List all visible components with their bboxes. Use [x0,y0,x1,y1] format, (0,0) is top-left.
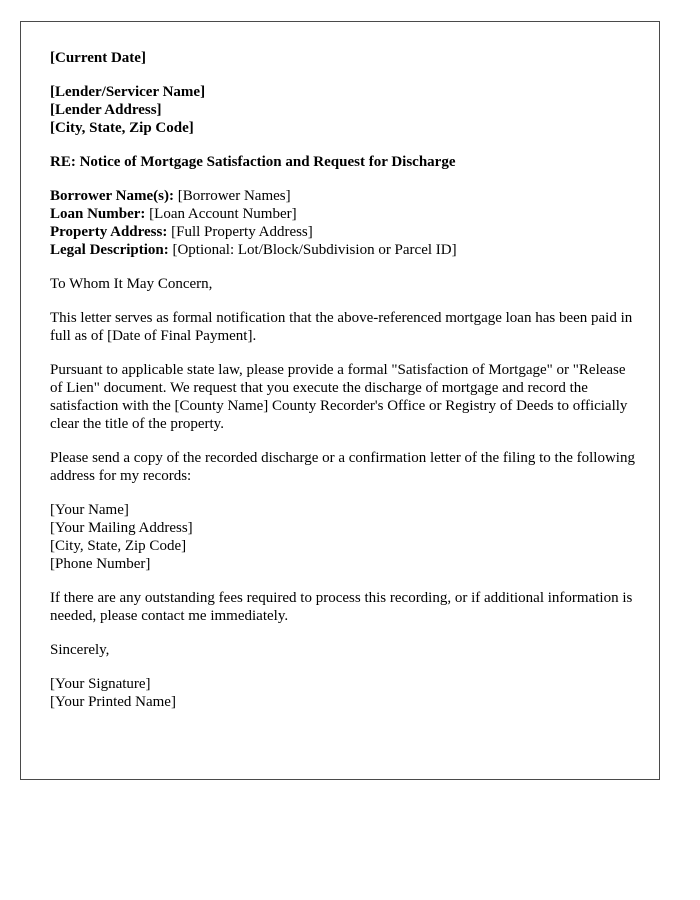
detail-borrower-names [50,187,640,205]
recipient-block [50,83,640,137]
date-block [50,49,640,67]
detail-value: [Optional: Lot/Block/Subdivision or Parcel ID] [172,242,457,258]
subject-line: RE: Notice of Mortgage Satisfaction and Request for Discharge [50,154,456,170]
detail-label: Borrower Name(s): [50,188,174,204]
sender-mailing-address: [Your Mailing Address] [50,520,193,536]
sender-city-state-zip: [City, State, Zip Code] [50,538,187,554]
closing: Sincerely, [50,642,110,658]
detail-property-address [50,223,640,241]
lender-city-state-zip: [City, State, Zip Code] [50,120,194,136]
detail-value: [Borrower Names] [177,188,291,204]
printed-name: [Your Printed Name] [50,694,176,710]
lender-name: [Lender/Servicer Name] [50,84,206,100]
salutation: To Whom It May Concern, [50,276,213,292]
paragraph-notification: This letter serves as formal notification that the above-referenced mortgage loan has been paid in full as of [Date of Final Payment]. [50,310,633,344]
detail-label: Loan Number: [50,206,146,222]
letter-page [20,21,660,780]
current-date: [Current Date] [50,50,146,66]
sender-phone: [Phone Number] [50,556,151,572]
detail-label: Legal Description: [50,242,169,258]
paragraph-request: Pursuant to applicable state law, please provide a formal "Satisfaction of Mortgage" or "Release of Lien" document. We request that you execute the discharge of mortgage and record the satisfaction with the [County Name] County Recorder's Office or Registry of Deeds to officially clear the title of the property. [50,362,628,432]
detail-legal-description [50,241,640,259]
lender-address: [Lender Address] [50,102,162,118]
sender-name: [Your Name] [50,502,129,518]
sender-block [50,501,640,573]
paragraph-fees: If there are any outstanding fees required to process this recording, or if additional information is needed, please contact me immediately. [50,590,633,624]
subject-block [50,153,640,171]
detail-value: [Loan Account Number] [149,206,297,222]
detail-value: [Full Property Address] [171,224,313,240]
paragraph-send-copy: Please send a copy of the recorded discharge or a confirmation letter of the filing to the following address for my records: [50,450,635,484]
letter-content [50,49,640,727]
detail-label: Property Address: [50,224,168,240]
loan-details-block [50,187,640,259]
signature: [Your Signature] [50,676,151,692]
signature-block [50,675,640,711]
detail-loan-number [50,205,640,223]
